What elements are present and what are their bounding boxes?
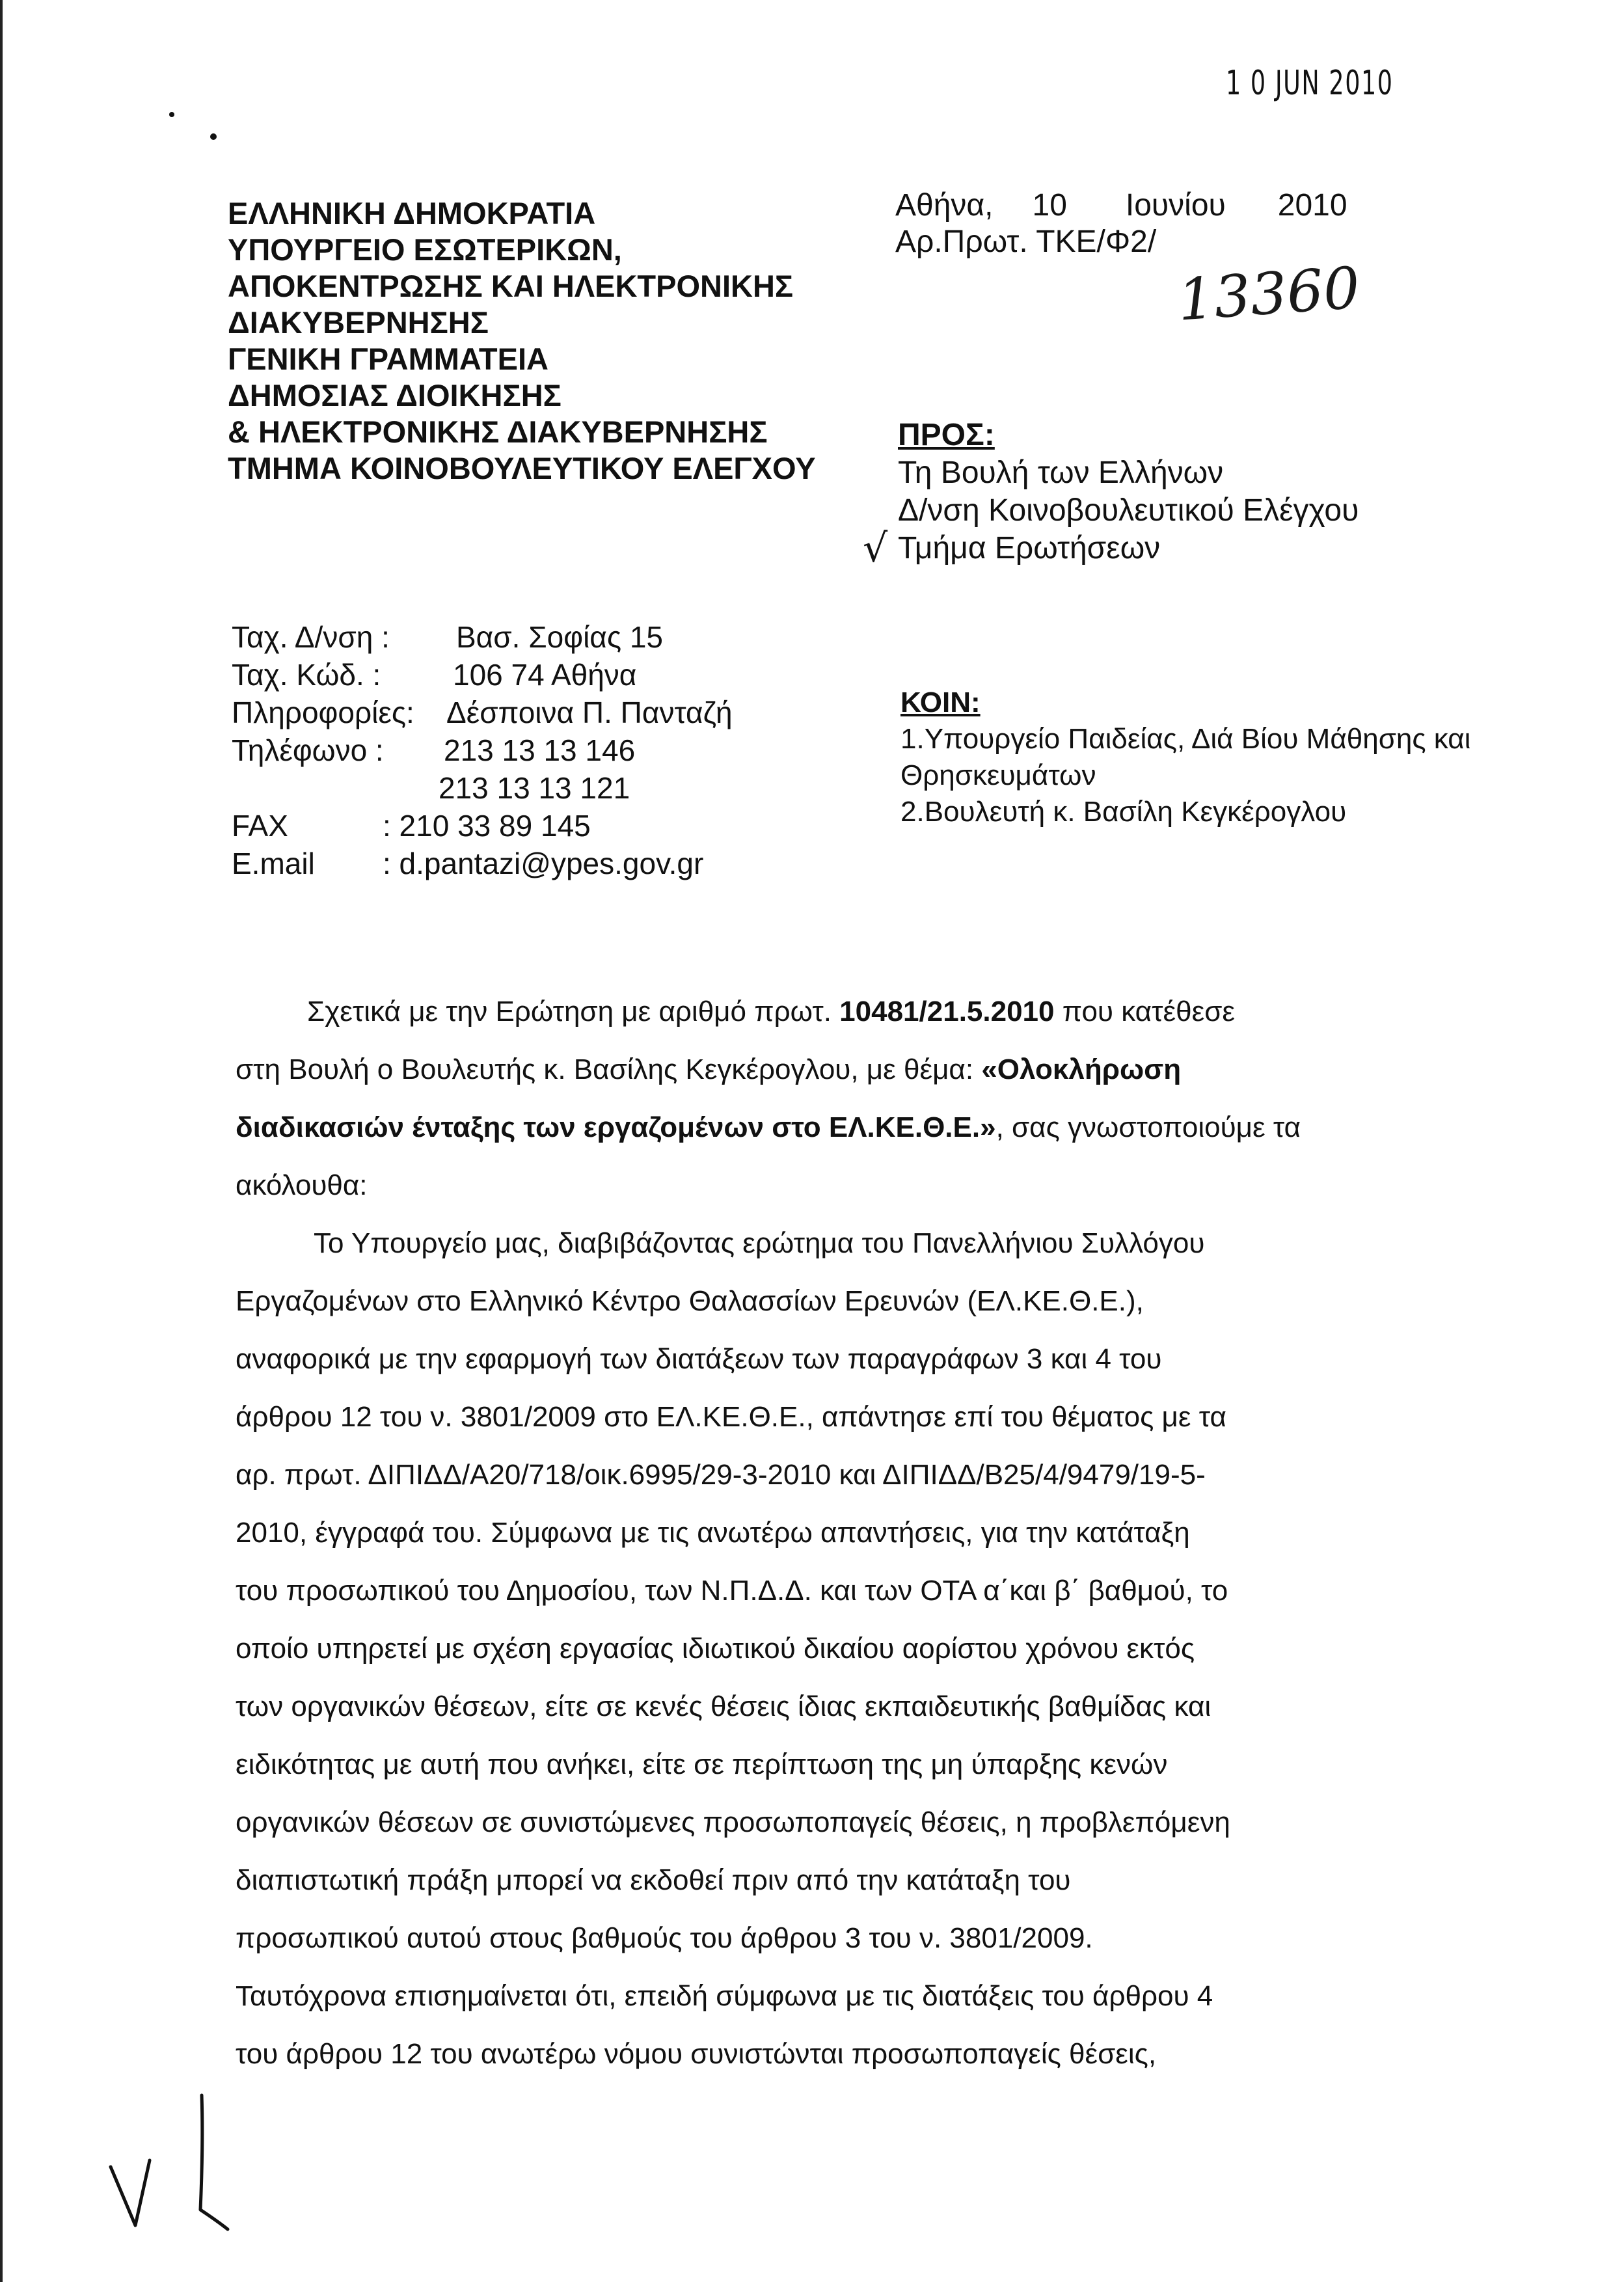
received-date-stamp: 1 0 JUN 2010 (1226, 64, 1394, 103)
cc-block (900, 685, 1470, 830)
text-span: στη Βουλή ο Βουλευτής κ. Βασίλης Κεγκέρογλου, με θέμα: (236, 1053, 982, 1085)
date-city: Αθήνα, (895, 188, 994, 223)
text-span: , σας γνωστοποιούμε τα (995, 1111, 1301, 1143)
check-mark-icon: √ (863, 526, 888, 571)
date-year: 2010 (1277, 188, 1347, 223)
recipient-line: Τη Βουλή των Ελλήνων (898, 455, 1224, 490)
date-line (895, 187, 1347, 224)
text-line: αναφορικά με την εφαρμογή των διατάξεων των παραγράφων 3 και 4 του (236, 1343, 1162, 1375)
text-line: των οργανικών θέσεων, είτε σε κενές θέσεις ίδιας εκπαιδευτικής βαθμίδας και (236, 1691, 1211, 1722)
text-line: αρ. πρωτ. ΔΙΠΙΔΔ/Α20/718/οικ.6995/29-3-2010 και ΔΙΠΙΔΔ/Β25/4/9479/19-5- (236, 1459, 1206, 1491)
text-line: άρθρου 12 του ν. 3801/2009 στο ΕΛ.ΚΕ.Θ.Ε., απάντησε επί του θέματος με τα (236, 1401, 1226, 1433)
date-month: Ιουνίου (1125, 188, 1226, 223)
contact-value: : d.pantazi@ypes.gov.gr (383, 847, 704, 880)
cc-line: 2.Βουλευτή κ. Βασίλη Κεγκέρογλου (900, 796, 1347, 828)
issuer-line: ΕΛΛΗΝΙΚΗ ΔΗΜΟΚΡΑΤΙΑ (228, 196, 596, 230)
handwritten-protocol-number: 13360 (1175, 254, 1362, 334)
text-line: διαπιστωτική πράξη μπορεί να εκδοθεί πριν από την κατάταξη του (236, 1864, 1071, 1896)
contact-key: Ταχ. Κώδ. : (232, 658, 381, 692)
paragraph-main (236, 1214, 1399, 1967)
issuer-line: ΔΗΜΟΣΙΑΣ ΔΙΟΙΚΗΣΗΣ (228, 378, 562, 413)
recipient-block (898, 416, 1359, 567)
contact-key: Ταχ. Δ/νση : (232, 620, 390, 654)
contact-value: Βασ. Σοφίας 15 (456, 620, 664, 654)
text-line: του άρθρου 12 του ανωτέρω νόμου συνιστώνται προσωποπαγείς θέσεις, (236, 2038, 1157, 2070)
issuer-line: ΔΙΑΚΥΒΕΡΝΗΣΗΣ (228, 305, 489, 340)
paragraph-intro (236, 983, 1399, 1214)
issuer-header (228, 195, 816, 487)
scan-specks (163, 104, 241, 156)
cc-label: ΚΟΙΝ: (900, 686, 981, 718)
text-line: του προσωπικού του Δημοσίου, των Ν.Π.Δ.Δ. και των ΟΤΑ α΄και β΄ βαθμού, το (236, 1575, 1228, 1607)
text-line: οργανικών θέσεων σε συνιστώμενες προσωποπαγείς θέσεις, η προβλεπόμενη (236, 1806, 1230, 1838)
handwritten-check-marks (104, 2082, 260, 2251)
text-line: ειδικότητας με αυτή που ανήκει, είτε σε περίπτωση της μη ύπαρξης κενών (236, 1748, 1168, 1780)
issuer-line: ΥΠΟΥΡΓΕΙΟ ΕΣΩΤΕΡΙΚΩΝ, (228, 232, 622, 267)
date-block (895, 187, 1347, 260)
text-line: Εργαζομένων στο Ελληνικό Κέντρο Θαλασσίων Ερευνών (ΕΛ.ΚΕ.Θ.Ε.), (236, 1285, 1144, 1317)
contact-key: Πληροφορίες: (232, 696, 414, 729)
contact-value: Δέσποινα Π. Πανταζή (446, 696, 733, 729)
issuer-line: ΤΜΗΜΑ ΚΟΙΝΟΒΟΥΛΕΥΤΙΚΟΥ ΕΛΕΓΧΟΥ (228, 451, 816, 485)
recipient-label: ΠΡΟΣ: (898, 418, 995, 452)
text-span: Σχετικά με την Ερώτηση με αριθμό πρωτ. (307, 996, 840, 1027)
subject-title: «Ολοκλήρωση (981, 1053, 1182, 1085)
protocol-number-label: Αρ.Πρωτ. ΤΚΕ/Φ2/ (895, 224, 1157, 259)
text-line: 2010, έγγραφά του. Σύμφωνα με τις ανωτέρω απαντήσεις, για την κατάταξη (236, 1517, 1190, 1549)
text-line: προσωπικού αυτού στους βαθμούς του άρθρου 3 του ν. 3801/2009. (236, 1922, 1093, 1954)
cc-line: Θρησκευμάτων (900, 759, 1096, 791)
contact-key: FAX (232, 809, 288, 843)
contact-value: : 210 33 89 145 (383, 809, 591, 843)
paragraph-continuation (236, 1967, 1399, 2083)
question-number: 10481/21.5.2010 (839, 996, 1055, 1027)
contact-key: E.mail (232, 847, 315, 880)
issuer-line: ΑΠΟΚΕΝΤΡΩΣΗΣ ΚΑΙ ΗΛΕΚΤΡΟΝΙΚΗΣ (228, 269, 794, 303)
letter-body (236, 983, 1399, 2083)
contact-value: 106 74 Αθήνα (453, 658, 637, 692)
contact-key: Τηλέφωνο : (232, 733, 384, 767)
recipient-line: Τμήμα Ερωτήσεων (898, 531, 1161, 565)
text-span: που κατέθεσε (1054, 996, 1235, 1027)
recipient-line: Δ/νση Κοινοβουλευτικού Ελέγχου (898, 493, 1359, 528)
text-line: Ταυτόχρονα επισημαίνεται ότι, επειδή σύμφωνα με τις διατάξεις του άρθρου 4 (236, 1980, 1213, 2012)
subject-title: διαδικασιών ένταξης των εργαζομένων στο ΕΛ.ΚΕ.Θ.Ε.» (236, 1111, 996, 1143)
text-line: Το Υπουργείο μας, διαβιβάζοντας ερώτημα του Πανελλήνιου Συλλόγου (314, 1227, 1205, 1259)
text-line: ακόλουθα: (236, 1169, 368, 1201)
text-line: οποίο υπηρετεί με σχέση εργασίας ιδιωτικού δικαίου αορίστου χρόνου εκτός (236, 1633, 1195, 1664)
date-day: 10 (1032, 188, 1067, 223)
contact-value: 213 13 13 146 (444, 733, 636, 767)
issuer-line: & ΗΛΕΚΤΡΟΝΙΚΗΣ ΔΙΑΚΥΒΕΡΝΗΣΗΣ (228, 414, 768, 449)
cc-line: 1.Υπουργείο Παιδείας, Διά Βίου Μάθησης και (900, 723, 1471, 755)
issuer-line: ΓΕΝΙΚΗ ΓΡΑΜΜΑΤΕΙΑ (228, 342, 548, 376)
contact-value: 213 13 13 121 (439, 771, 630, 805)
page-left-edge (0, 0, 3, 2282)
